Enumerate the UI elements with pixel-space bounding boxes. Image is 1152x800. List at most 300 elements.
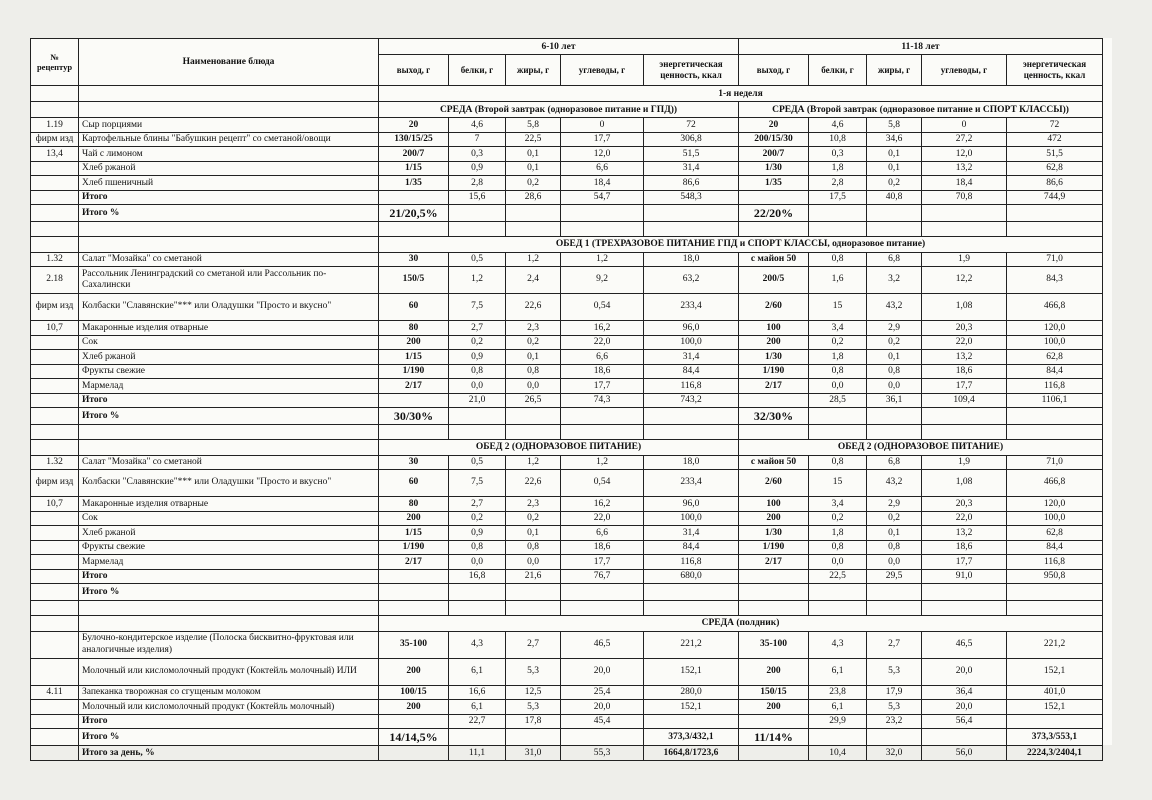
value-6-10: 6,6 <box>561 350 644 365</box>
dish-name: Молочный или кисломолочный продукт (Коктейль молочный) <box>79 700 379 715</box>
day-total-6-10: 55,3 <box>561 746 644 761</box>
value-6-10: 22,6 <box>506 294 561 321</box>
value-6-10: 84,4 <box>644 540 739 555</box>
value-11-18: 100 <box>739 497 809 512</box>
value-6-10: 21,0 <box>449 393 506 408</box>
value-11-18: 28,5 <box>809 393 867 408</box>
value-6-10: 0,0 <box>506 379 561 394</box>
value-11-18: 6,8 <box>867 455 922 470</box>
value-6-10: 46,5 <box>561 631 644 658</box>
dish-name: Макаронные изделия отварные <box>79 321 379 336</box>
value-11-18: 466,8 <box>1007 294 1103 321</box>
day-total-11-18: 10,4 <box>809 746 867 761</box>
value-11-18: 3,4 <box>809 321 867 336</box>
value-6-10: 1/35 <box>379 176 449 191</box>
table-row <box>31 470 1103 497</box>
value-11-18: 0,0 <box>867 379 922 394</box>
value-6-10: 22,7 <box>449 714 506 729</box>
dish-name: Итого <box>79 190 379 205</box>
value-11-18: 17,5 <box>809 190 867 205</box>
value-11-18: 1,8 <box>809 526 867 541</box>
sub-header: выход, г <box>739 55 809 86</box>
value-6-10: 100/15 <box>379 685 449 700</box>
value-11-18: 72 <box>1007 118 1103 133</box>
value-11-18: 1,9 <box>922 252 1007 267</box>
dish-name: Колбаски "Славянские"*** или Оладушки "Просто и вкусно" <box>79 470 379 497</box>
dish-name: Хлеб ржаной <box>79 161 379 176</box>
value-11-18: 2,9 <box>867 321 922 336</box>
day-total-6-10: 1664,8/1723,6 <box>644 746 739 761</box>
value-11-18: 221,2 <box>1007 631 1103 658</box>
recipe-code: 10,7 <box>31 497 79 512</box>
recipe-code: фирм изд <box>31 132 79 147</box>
value-11-18: 6,1 <box>809 700 867 715</box>
value-6-10: 0,1 <box>506 526 561 541</box>
value-6-10: 680,0 <box>644 569 739 584</box>
value-11-18: 0,2 <box>867 511 922 526</box>
value-11-18: 2,7 <box>867 631 922 658</box>
value-6-10: 7 <box>449 132 506 147</box>
value-11-18: 1,8 <box>809 161 867 176</box>
section-row <box>31 102 1103 118</box>
value-6-10: 548,3 <box>644 190 739 205</box>
value-6-10: 200/7 <box>379 147 449 162</box>
value-11-18: 150/15 <box>739 685 809 700</box>
value-6-10 <box>644 714 739 729</box>
value-6-10: 22,0 <box>561 511 644 526</box>
value-6-10: 60 <box>379 470 449 497</box>
col-name-header: Наименование блюда <box>79 39 379 86</box>
value-11-18: 15 <box>809 294 867 321</box>
sub-header: белки, г <box>449 55 506 86</box>
value-6-10: 0,3 <box>449 147 506 162</box>
dish-name: Итого <box>79 393 379 408</box>
value-11-18: 0,1 <box>867 161 922 176</box>
value-11-18: 0,1 <box>867 147 922 162</box>
value-6-10: 2,7 <box>506 631 561 658</box>
table-row <box>31 658 1103 685</box>
percent-6-10 <box>379 584 449 601</box>
value-6-10: 18,6 <box>561 540 644 555</box>
value-6-10: 221,2 <box>644 631 739 658</box>
value-6-10: 16,2 <box>561 497 644 512</box>
dish-name: Молочный или кисломолочный продукт (Коктейль молочный) ИЛИ <box>79 658 379 685</box>
value-6-10: 1/15 <box>379 161 449 176</box>
value-6-10: 22,5 <box>506 132 561 147</box>
value-6-10: 152,1 <box>644 700 739 715</box>
value-11-18: 20,3 <box>922 321 1007 336</box>
value-11-18: 86,6 <box>1007 176 1103 191</box>
value-6-10: 200 <box>379 511 449 526</box>
value-6-10: 31,4 <box>644 350 739 365</box>
value-11-18: 6,1 <box>809 658 867 685</box>
menu-sheet <box>30 38 1112 758</box>
value-6-10: 0,2 <box>506 511 561 526</box>
value-6-10: 31,4 <box>644 161 739 176</box>
value-6-10: 4,6 <box>449 118 506 133</box>
value-6-10: 152,1 <box>644 658 739 685</box>
dish-name: Сок <box>79 511 379 526</box>
value-11-18: 35-100 <box>739 631 809 658</box>
day-total-11-18: 32,0 <box>867 746 922 761</box>
table-row <box>31 161 1103 176</box>
value-6-10: 0,1 <box>506 350 561 365</box>
value-11-18: 1,8 <box>809 350 867 365</box>
value-6-10: 0,8 <box>506 540 561 555</box>
recipe-code <box>31 335 79 350</box>
value-11-18: 0,0 <box>809 379 867 394</box>
recipe-code: 1.32 <box>31 252 79 267</box>
value-11-18: 62,8 <box>1007 161 1103 176</box>
value-6-10: 2,4 <box>506 267 561 294</box>
value-6-10: 2,3 <box>506 497 561 512</box>
value-11-18: 0,3 <box>809 147 867 162</box>
value-6-10: 0,2 <box>449 335 506 350</box>
value-11-18: 200/5 <box>739 267 809 294</box>
value-11-18 <box>739 190 809 205</box>
value-6-10: 7,5 <box>449 294 506 321</box>
value-6-10: 0,54 <box>561 294 644 321</box>
value-6-10: 54,7 <box>561 190 644 205</box>
value-11-18: 29,9 <box>809 714 867 729</box>
percent-11-18: 22/20% <box>739 205 809 222</box>
day-total-6-10: 31,0 <box>506 746 561 761</box>
recipe-code <box>31 526 79 541</box>
value-6-10: 6,6 <box>561 161 644 176</box>
section-title: СРЕДА (Второй завтрак (одноразовое питание и ГПД)) <box>379 102 739 118</box>
value-6-10: 7,5 <box>449 470 506 497</box>
value-6-10: 0,0 <box>449 555 506 570</box>
value-6-10: 45,4 <box>561 714 644 729</box>
recipe-code <box>31 714 79 729</box>
value-11-18: 200 <box>739 511 809 526</box>
percent-row <box>31 205 1103 222</box>
value-6-10: 743,2 <box>644 393 739 408</box>
value-11-18: с майон 50 <box>739 455 809 470</box>
value-11-18: 1/30 <box>739 350 809 365</box>
value-11-18: 2/17 <box>739 379 809 394</box>
value-11-18: 13,2 <box>922 526 1007 541</box>
value-6-10: 80 <box>379 321 449 336</box>
value-11-18: 472 <box>1007 132 1103 147</box>
value-11-18: 401,0 <box>1007 685 1103 700</box>
day-total-11-18 <box>739 746 809 761</box>
dish-name: Фрукты свежие <box>79 364 379 379</box>
value-11-18: 43,2 <box>867 294 922 321</box>
recipe-code <box>31 379 79 394</box>
value-11-18 <box>739 569 809 584</box>
dish-name: Хлеб ржаной <box>79 350 379 365</box>
value-11-18: 22,0 <box>922 335 1007 350</box>
section-title: ОБЕД 2 (ОДНОРАЗОВОЕ ПИТАНИЕ) <box>739 439 1103 455</box>
table-row <box>31 350 1103 365</box>
table-row <box>31 294 1103 321</box>
value-11-18: 0,2 <box>809 335 867 350</box>
sub-header: выход, г <box>379 55 449 86</box>
value-11-18: 2,8 <box>809 176 867 191</box>
value-11-18: 5,8 <box>867 118 922 133</box>
dish-name: Салат "Мозайка" со сметаной <box>79 455 379 470</box>
value-11-18: 0,0 <box>809 555 867 570</box>
value-11-18: 3,2 <box>867 267 922 294</box>
dish-name: Салат "Мозайка" со сметаной <box>79 252 379 267</box>
value-6-10: 0,5 <box>449 252 506 267</box>
section-title: СРЕДА (полдник) <box>379 615 1103 631</box>
value-11-18: 2/60 <box>739 470 809 497</box>
dish-name: Сок <box>79 335 379 350</box>
percent-6-10: 14/14,5% <box>379 729 449 746</box>
value-11-18: 71,0 <box>1007 455 1103 470</box>
value-6-10: 0,0 <box>506 555 561 570</box>
dish-name: Макаронные изделия отварные <box>79 497 379 512</box>
value-11-18: 23,8 <box>809 685 867 700</box>
table-row <box>31 321 1103 336</box>
value-6-10: 6,6 <box>561 526 644 541</box>
table-row <box>31 714 1103 729</box>
recipe-code <box>31 364 79 379</box>
value-6-10: 31,4 <box>644 526 739 541</box>
value-11-18: 200/15/30 <box>739 132 809 147</box>
value-6-10: 0,8 <box>506 364 561 379</box>
age-group-11-18: 11-18 лет <box>739 39 1103 55</box>
dish-name: Фрукты свежие <box>79 540 379 555</box>
value-6-10: 76,7 <box>561 569 644 584</box>
dish-name: Булочно-кондитерское изделие (Полоска бисквитно-фруктовая или аналогичные изделия) <box>79 631 379 658</box>
sub-header: белки, г <box>809 55 867 86</box>
week-label: 1-я неделя <box>379 86 1103 102</box>
value-11-18: 40,8 <box>867 190 922 205</box>
value-6-10: 1,2 <box>561 455 644 470</box>
value-11-18: 1/30 <box>739 526 809 541</box>
sub-header: жиры, г <box>867 55 922 86</box>
value-6-10: 130/15/25 <box>379 132 449 147</box>
age-group-6-10: 6-10 лет <box>379 39 739 55</box>
table-row <box>31 700 1103 715</box>
value-11-18: 100 <box>739 321 809 336</box>
value-6-10: 51,5 <box>644 147 739 162</box>
value-11-18: 100,0 <box>1007 511 1103 526</box>
value-6-10: 17,7 <box>561 132 644 147</box>
value-6-10: 17,7 <box>561 555 644 570</box>
value-11-18: 0,8 <box>809 455 867 470</box>
percent-kcal-11-18: 373,3/553,1 <box>1007 729 1103 746</box>
table-row <box>31 455 1103 470</box>
value-6-10: 6,1 <box>449 658 506 685</box>
value-11-18: 116,8 <box>1007 555 1103 570</box>
value-6-10: 116,8 <box>644 379 739 394</box>
value-11-18: 116,8 <box>1007 379 1103 394</box>
recipe-code <box>31 569 79 584</box>
value-6-10: 18,0 <box>644 455 739 470</box>
value-11-18: 0,8 <box>867 364 922 379</box>
value-6-10: 72 <box>644 118 739 133</box>
value-6-10 <box>379 569 449 584</box>
value-6-10: 1,2 <box>506 455 561 470</box>
value-11-18: 1/190 <box>739 540 809 555</box>
table-row <box>31 132 1103 147</box>
table-row <box>31 267 1103 294</box>
value-11-18: 12,2 <box>922 267 1007 294</box>
value-6-10: 1,2 <box>449 267 506 294</box>
value-6-10: 233,4 <box>644 470 739 497</box>
value-6-10: 306,8 <box>644 132 739 147</box>
value-6-10: 0,9 <box>449 161 506 176</box>
value-6-10: 5,3 <box>506 658 561 685</box>
value-11-18: 36,1 <box>867 393 922 408</box>
value-6-10: 5,8 <box>506 118 561 133</box>
value-11-18: 0,8 <box>809 540 867 555</box>
value-11-18: 4,3 <box>809 631 867 658</box>
value-11-18: 0,0 <box>867 555 922 570</box>
day-total-11-18: 2224,3/2404,1 <box>1007 746 1103 761</box>
value-6-10: 200 <box>379 658 449 685</box>
table-row <box>31 526 1103 541</box>
value-6-10: 28,6 <box>506 190 561 205</box>
value-6-10: 2/17 <box>379 379 449 394</box>
value-6-10: 200 <box>379 700 449 715</box>
section-row <box>31 615 1103 631</box>
dish-name: Итого <box>79 569 379 584</box>
table-row <box>31 393 1103 408</box>
value-11-18: 12,0 <box>922 147 1007 162</box>
value-6-10: 21,6 <box>506 569 561 584</box>
section-title: СРЕДА (Второй завтрак (одноразовое питание и СПОРТ КЛАССЫ)) <box>739 102 1103 118</box>
sub-header: углеводы, г <box>922 55 1007 86</box>
value-11-18: 46,5 <box>922 631 1007 658</box>
value-6-10: 2,8 <box>449 176 506 191</box>
recipe-code: 10,7 <box>31 321 79 336</box>
value-11-18: 2,9 <box>867 497 922 512</box>
value-6-10: 0,1 <box>506 147 561 162</box>
value-6-10: 18,6 <box>561 364 644 379</box>
value-11-18: 18,6 <box>922 364 1007 379</box>
value-11-18: 18,6 <box>922 540 1007 555</box>
value-6-10: 80 <box>379 497 449 512</box>
section-title: ОБЕД 2 (ОДНОРАЗОВОЕ ПИТАНИЕ) <box>379 439 739 455</box>
value-11-18: 5,3 <box>867 700 922 715</box>
percent-11-18: 11/14% <box>739 729 809 746</box>
value-6-10: 86,6 <box>644 176 739 191</box>
value-11-18: 152,1 <box>1007 658 1103 685</box>
section-row <box>31 236 1103 252</box>
value-6-10: 0,0 <box>449 379 506 394</box>
recipe-code: фирм изд <box>31 294 79 321</box>
day-total-6-10: 11,1 <box>449 746 506 761</box>
dish-name: Чай с лимоном <box>79 147 379 162</box>
recipe-code <box>31 511 79 526</box>
value-11-18: 20,0 <box>922 700 1007 715</box>
table-row <box>31 497 1103 512</box>
section-row <box>31 439 1103 455</box>
table-row <box>31 252 1103 267</box>
table-row <box>31 631 1103 658</box>
value-11-18 <box>739 714 809 729</box>
value-11-18: 27,2 <box>922 132 1007 147</box>
value-6-10: 84,4 <box>644 364 739 379</box>
recipe-code: 1.19 <box>31 118 79 133</box>
dish-name: Итого <box>79 714 379 729</box>
value-11-18: 20 <box>739 118 809 133</box>
value-11-18: 744,9 <box>1007 190 1103 205</box>
value-6-10: 25,4 <box>561 685 644 700</box>
table-row <box>31 379 1103 394</box>
recipe-code <box>31 190 79 205</box>
empty-row <box>31 425 1103 440</box>
value-6-10: 30 <box>379 455 449 470</box>
value-11-18: 84,4 <box>1007 540 1103 555</box>
recipe-code <box>31 350 79 365</box>
table-row <box>31 176 1103 191</box>
value-6-10: 2/17 <box>379 555 449 570</box>
table-row <box>31 540 1103 555</box>
value-11-18: 51,5 <box>1007 147 1103 162</box>
percent-label: Итого % <box>79 729 379 746</box>
value-6-10: 16,6 <box>449 685 506 700</box>
recipe-code <box>31 540 79 555</box>
value-6-10: 60 <box>379 294 449 321</box>
day-total-label: Итого за день, % <box>79 746 379 761</box>
day-total-row <box>31 746 1103 761</box>
value-6-10: 200 <box>379 335 449 350</box>
percent-6-10: 30/30% <box>379 408 449 425</box>
value-11-18: 466,8 <box>1007 470 1103 497</box>
value-11-18: 0,2 <box>809 511 867 526</box>
value-11-18: 17,9 <box>867 685 922 700</box>
value-11-18: 15 <box>809 470 867 497</box>
value-11-18: 0 <box>922 118 1007 133</box>
value-6-10: 5,3 <box>506 700 561 715</box>
value-6-10: 280,0 <box>644 685 739 700</box>
value-11-18: 22,0 <box>922 511 1007 526</box>
recipe-code: 2.18 <box>31 267 79 294</box>
percent-row <box>31 729 1103 746</box>
recipe-code <box>31 555 79 570</box>
value-6-10: 20,0 <box>561 700 644 715</box>
value-6-10: 30 <box>379 252 449 267</box>
section-title: ОБЕД 1 (ТРЕХРАЗОВОЕ ПИТАНИЕ ГПД и СПОРТ КЛАССЫ, одноразовое питание) <box>379 236 1103 252</box>
value-6-10: 116,8 <box>644 555 739 570</box>
value-11-18: 200 <box>739 335 809 350</box>
value-6-10: 2,3 <box>506 321 561 336</box>
table-row <box>31 569 1103 584</box>
value-6-10: 0 <box>561 118 644 133</box>
value-11-18: 950,8 <box>1007 569 1103 584</box>
recipe-code: фирм изд <box>31 470 79 497</box>
value-6-10: 0,2 <box>506 335 561 350</box>
value-6-10: 2,7 <box>449 321 506 336</box>
value-11-18: 0,8 <box>809 252 867 267</box>
dish-name: Мармелад <box>79 555 379 570</box>
value-11-18: 0,8 <box>867 540 922 555</box>
value-6-10: 22,6 <box>506 470 561 497</box>
dish-name: Колбаски "Славянские"*** или Оладушки "Просто и вкусно" <box>79 294 379 321</box>
value-6-10 <box>379 714 449 729</box>
value-11-18: 0,1 <box>867 526 922 541</box>
table-row <box>31 364 1103 379</box>
value-6-10: 17,7 <box>561 379 644 394</box>
value-6-10: 20,0 <box>561 658 644 685</box>
value-11-18: 84,4 <box>1007 364 1103 379</box>
value-11-18: 62,8 <box>1007 350 1103 365</box>
day-total-11-18: 56,0 <box>922 746 1007 761</box>
value-11-18: 5,3 <box>867 658 922 685</box>
value-11-18: 0,1 <box>867 350 922 365</box>
table-row <box>31 555 1103 570</box>
value-6-10: 20 <box>379 118 449 133</box>
value-11-18: 29,5 <box>867 569 922 584</box>
value-11-18: 1106,1 <box>1007 393 1103 408</box>
value-11-18: 84,3 <box>1007 267 1103 294</box>
